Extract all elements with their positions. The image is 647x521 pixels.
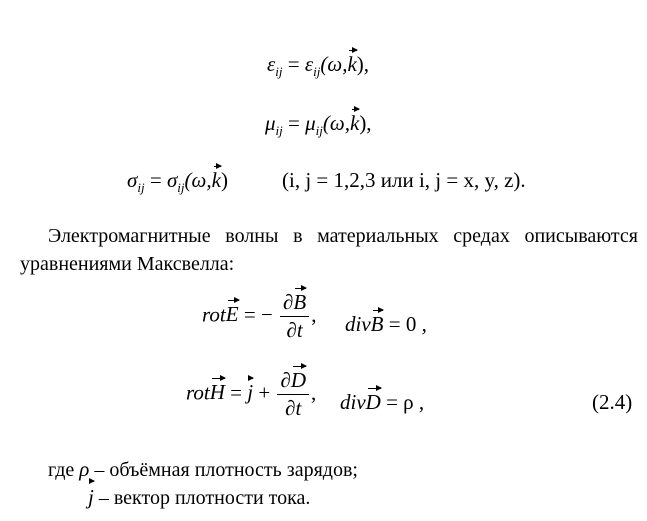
fraction-numerator (280, 290, 309, 317)
mu-function: μ (305, 111, 316, 135)
field-H: H (209, 380, 225, 405)
partial-symbol: ∂ (280, 368, 291, 392)
paragraph-line-1: Электромагнитные волны в материальных средах описываются (48, 225, 638, 247)
wavevector-k: k (211, 168, 221, 192)
rho-description: – объёмная плотность зарядов; (94, 459, 358, 481)
fraction-dB-dt (280, 290, 309, 343)
field-B: B (370, 312, 384, 336)
formula-sigma (127, 168, 228, 193)
field-D: D (365, 390, 381, 414)
paragraph-line-2: уравнениями Максвелла: (20, 253, 235, 275)
rot-operator: rot (202, 302, 226, 327)
eps-subscript: ij (275, 64, 283, 79)
equation-number: (2.4) (592, 390, 633, 414)
args-close: ), (359, 111, 372, 135)
sigma-function: σ (166, 168, 178, 192)
equals-sign: = (287, 52, 300, 76)
where-word: где (48, 459, 75, 481)
wavevector-k: k (349, 111, 360, 135)
div-operator: div (345, 312, 371, 336)
wavevector-k: k (347, 52, 357, 76)
equals-sign: = (149, 168, 162, 192)
formula-epsilon (267, 52, 369, 77)
plus-sign: + (258, 380, 271, 405)
args-close: ) (220, 168, 228, 192)
field-D: D (290, 368, 306, 392)
eps-symbol: ε (267, 52, 276, 76)
current-density-j: j (88, 485, 94, 509)
fraction-numerator (277, 368, 309, 395)
fraction-denominator: ∂t (286, 318, 303, 342)
args-open: (ω, (184, 168, 212, 192)
maxwell-equation-1 (202, 290, 316, 343)
j-description: – вектор плотности тока. (98, 487, 311, 509)
fraction-denominator: ∂t (285, 396, 302, 420)
equals-sign: = (230, 380, 242, 405)
index-condition (282, 168, 526, 193)
sigma-symbol: σ (127, 168, 138, 192)
index-condition-text: (i, j = 1,2,3 или i, j = x, y, z). (282, 168, 526, 192)
mu-symbol: μ (265, 111, 276, 135)
formula-mu (265, 111, 372, 136)
args-open: (ω, (322, 111, 350, 135)
field-B: B (293, 290, 307, 314)
mu-function-subscript: ij (315, 123, 323, 138)
sigma-function-subscript: ij (177, 180, 185, 195)
equals-rho: = ρ , (386, 390, 425, 414)
sigma-subscript: ij (137, 180, 145, 195)
partial-symbol: ∂ (283, 290, 294, 314)
field-E: E (225, 302, 239, 327)
fraction-dD-dt (277, 368, 309, 421)
args-open: (ω, (320, 52, 348, 76)
div-operator: div (340, 390, 366, 414)
divergence-B (345, 312, 427, 337)
equals-minus: = − (243, 302, 273, 327)
mu-subscript: ij (275, 123, 283, 138)
comma: , (311, 302, 317, 327)
rot-operator: rot (186, 380, 210, 405)
current-density-j: j (247, 380, 254, 405)
where-line-2 (88, 483, 310, 512)
equals-zero: = 0 , (388, 312, 427, 336)
rho-symbol: ρ (79, 457, 90, 481)
maxwell-equation-2 (186, 368, 316, 421)
eps-function-subscript: ij (313, 64, 321, 79)
args-close: ), (356, 52, 370, 76)
comma: , (311, 380, 317, 405)
divergence-D (340, 390, 424, 415)
eps-function: ε (304, 52, 314, 76)
equals-sign: = (288, 111, 300, 135)
